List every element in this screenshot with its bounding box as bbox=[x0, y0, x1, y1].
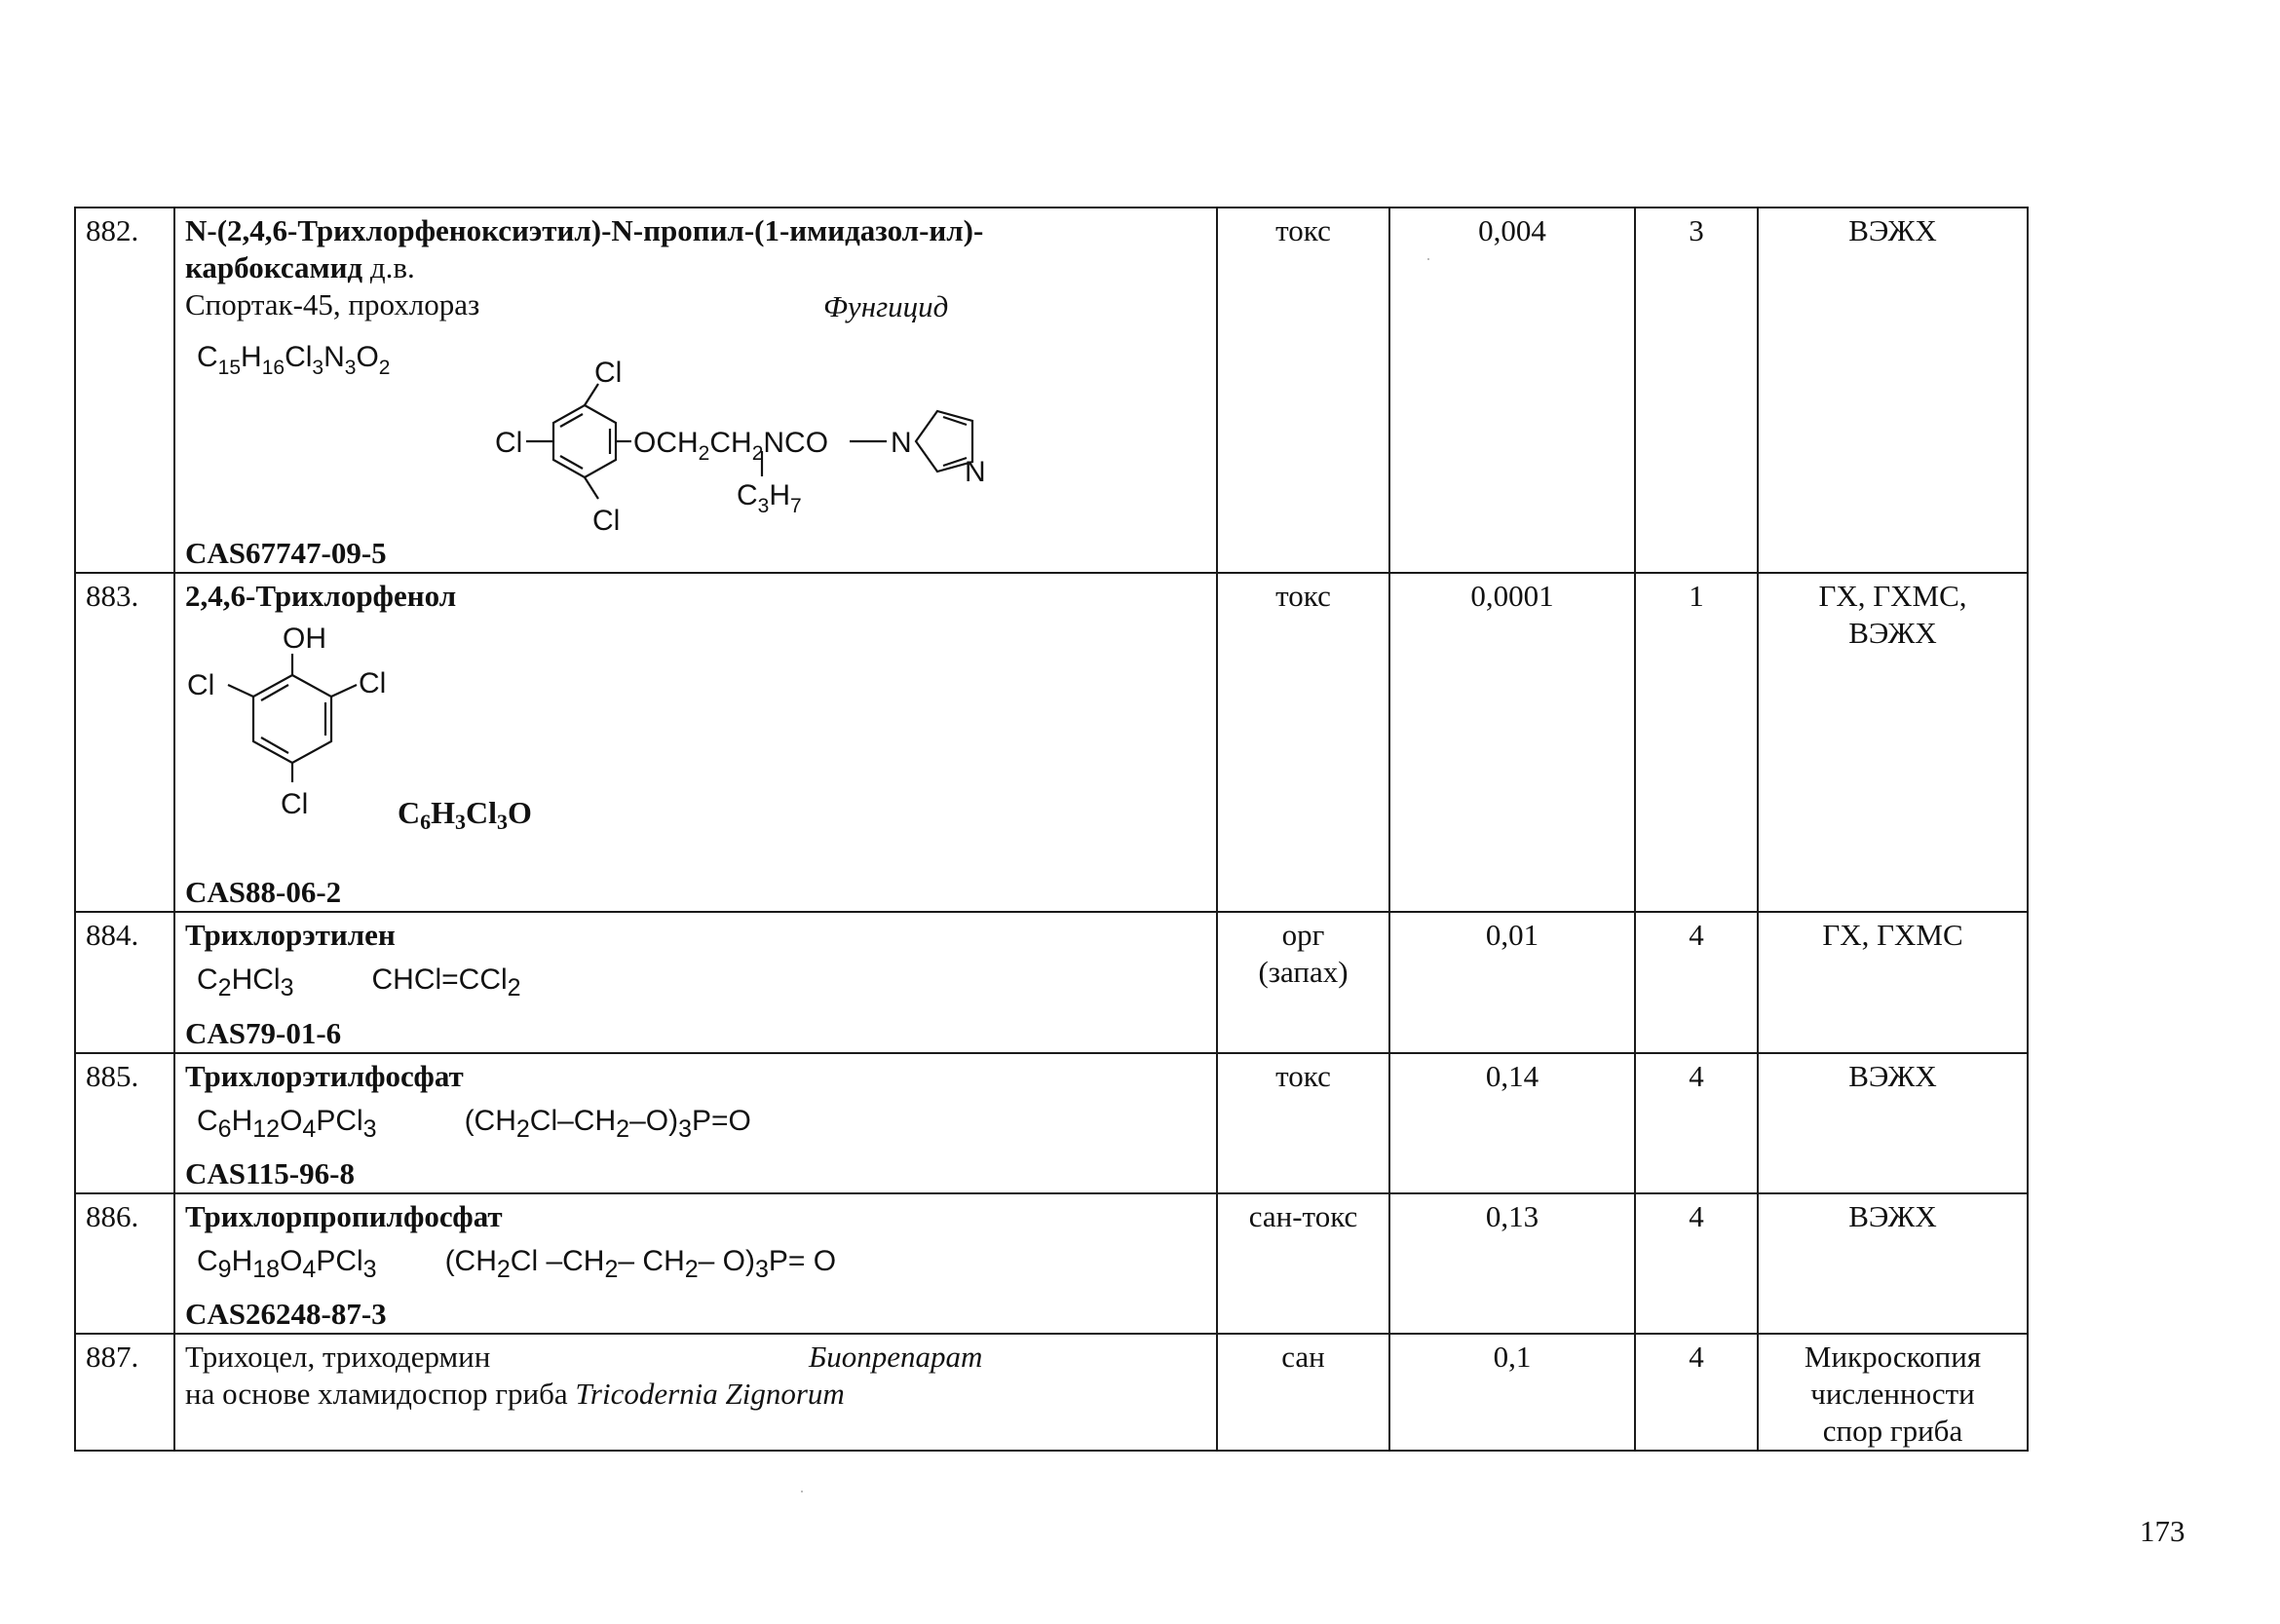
substance-name: N-(2,4,6-Трихлорфеноксиэтил)-N-пропил-(1-имидазол-ил)- bbox=[185, 213, 984, 247]
indicator-cell: сан bbox=[1217, 1334, 1389, 1451]
value-cell: 0,13 bbox=[1389, 1193, 1635, 1334]
indicator-cell: токс bbox=[1217, 208, 1389, 573]
substance-cell bbox=[174, 208, 1217, 573]
row-number: 886. bbox=[75, 1193, 174, 1334]
substance-cell bbox=[174, 1193, 1217, 1334]
row-number: 882. bbox=[75, 208, 174, 573]
indicator-cell: токс bbox=[1217, 573, 1389, 912]
method-line: ГХ, ГХМС, bbox=[1818, 579, 1967, 613]
hygiene-standards-table bbox=[74, 207, 2029, 1452]
method-line: численности bbox=[1810, 1377, 1975, 1411]
method-cell: ГХ, ГХМС bbox=[1758, 912, 2028, 1053]
method-cell: ВЭЖХ bbox=[1758, 1053, 2028, 1193]
chemical-structure bbox=[185, 615, 575, 839]
method-cell: ВЭЖХ bbox=[1758, 1193, 2028, 1334]
method-line: Микроскопия bbox=[1804, 1340, 1982, 1374]
row-number: 887. bbox=[75, 1334, 174, 1451]
table-row bbox=[75, 912, 2028, 1053]
substance-name: 2,4,6-Трихлорфенол bbox=[185, 579, 457, 613]
value-cell: 0,004 bbox=[1389, 208, 1635, 573]
chemical-structure bbox=[185, 327, 1208, 537]
substance-cell bbox=[174, 912, 1217, 1053]
cas-number: CAS67747-09-5 bbox=[185, 536, 387, 570]
propyl-label: $C_3H_7$ bbox=[737, 479, 802, 517]
active-substance-note: д.в. bbox=[369, 250, 415, 284]
hazard-class-cell: 4 bbox=[1635, 1053, 1758, 1193]
molecular-formula: $C_6H_{12}O_4PCl_3$ bbox=[197, 1105, 377, 1143]
molecular-formula: $C_2HCl_3$ bbox=[197, 963, 294, 1001]
substance-name-cont: карбоксамид bbox=[185, 250, 363, 284]
molecular-formula: $C_{15}H_{16}Cl_3N_3O_2$ bbox=[197, 341, 391, 379]
cl-label: Cl bbox=[187, 669, 215, 701]
table-row bbox=[75, 1053, 2028, 1193]
n-label: N bbox=[891, 427, 912, 459]
indicator-line: (запах) bbox=[1258, 955, 1349, 989]
hazard-class-cell: 4 bbox=[1635, 1193, 1758, 1334]
structural-formula: ($CH_2Cl$ $-CH_2-$ $CH_2-$ $O)_3P= O$ bbox=[444, 1245, 837, 1283]
synonyms: Спортак-45, прохлораз bbox=[185, 287, 480, 321]
description: на основе хламидоспор гриба Tricodernia Zignorum bbox=[185, 1377, 845, 1411]
scan-speck bbox=[801, 1491, 803, 1492]
indicator-cell bbox=[1217, 912, 1389, 1053]
cas-number: CAS115-96-8 bbox=[185, 1156, 355, 1190]
method-line: ВЭЖХ bbox=[1848, 616, 1937, 650]
cl-label: Cl bbox=[495, 427, 523, 459]
substance-name: Трихлорэтилфосфат bbox=[185, 1059, 464, 1093]
substance-name: Трихлорпропилфосфат bbox=[185, 1199, 503, 1233]
table-row bbox=[75, 208, 2028, 573]
value-cell: 0,0001 bbox=[1389, 573, 1635, 912]
oh-label: OH bbox=[283, 623, 326, 655]
purpose-label: Биопрепарат bbox=[809, 1340, 983, 1374]
method-line: спор гриба bbox=[1822, 1414, 1963, 1448]
structural-formula: $(CH_2Cl-CH_2-O)_3P=O$ bbox=[464, 1105, 751, 1143]
method-cell: ВЭЖХ bbox=[1758, 208, 2028, 573]
structural-formula: CHCl=CCl$_2$ bbox=[371, 963, 521, 1001]
molecular-formula: $C_9H_{18}O_4PCl_3$ bbox=[197, 1245, 377, 1283]
indicator-cell: сан-токс bbox=[1217, 1193, 1389, 1334]
substance-cell bbox=[174, 573, 1217, 912]
substance-name: Трихоцел, триходермин bbox=[185, 1340, 491, 1374]
side-chain-label: $OCH_2CH_2NCO$ bbox=[633, 427, 829, 465]
substance-name: Трихлорэтилен bbox=[185, 918, 396, 952]
value-cell: 0,14 bbox=[1389, 1053, 1635, 1193]
cl-label: Cl bbox=[592, 505, 621, 537]
row-number: 884. bbox=[75, 912, 174, 1053]
row-number: 885. bbox=[75, 1053, 174, 1193]
molecular-formula: C6H3Cl3O bbox=[398, 795, 532, 834]
cl-label: Cl bbox=[359, 667, 387, 699]
method-cell bbox=[1758, 573, 2028, 912]
cas-number: CAS79-01-6 bbox=[185, 1016, 342, 1050]
row-number: 883. bbox=[75, 573, 174, 912]
table-row bbox=[75, 1334, 2028, 1451]
hazard-class-cell: 4 bbox=[1635, 912, 1758, 1053]
hazard-class-cell: 4 bbox=[1635, 1334, 1758, 1451]
table-row bbox=[75, 1193, 2028, 1334]
value-cell: 0,01 bbox=[1389, 912, 1635, 1053]
table-row bbox=[75, 573, 2028, 912]
value-cell: 0,1 bbox=[1389, 1334, 1635, 1451]
cas-number: CAS88-06-2 bbox=[185, 875, 342, 909]
purpose-label: Фунгицид bbox=[823, 289, 949, 323]
cl-label: Cl bbox=[594, 357, 623, 389]
page-number: 173 bbox=[2140, 1514, 2185, 1548]
substance-cell bbox=[174, 1334, 1217, 1451]
indicator-line: орг bbox=[1281, 918, 1325, 952]
hazard-class-cell: 3 bbox=[1635, 208, 1758, 573]
method-cell bbox=[1758, 1334, 2028, 1451]
indicator-cell: токс bbox=[1217, 1053, 1389, 1193]
n-label: N bbox=[965, 456, 986, 488]
substance-cell bbox=[174, 1053, 1217, 1193]
hazard-class-cell: 1 bbox=[1635, 573, 1758, 912]
cl-label: Cl bbox=[281, 788, 309, 820]
scan-speck bbox=[1427, 258, 1429, 260]
cas-number: CAS26248-87-3 bbox=[185, 1297, 387, 1331]
